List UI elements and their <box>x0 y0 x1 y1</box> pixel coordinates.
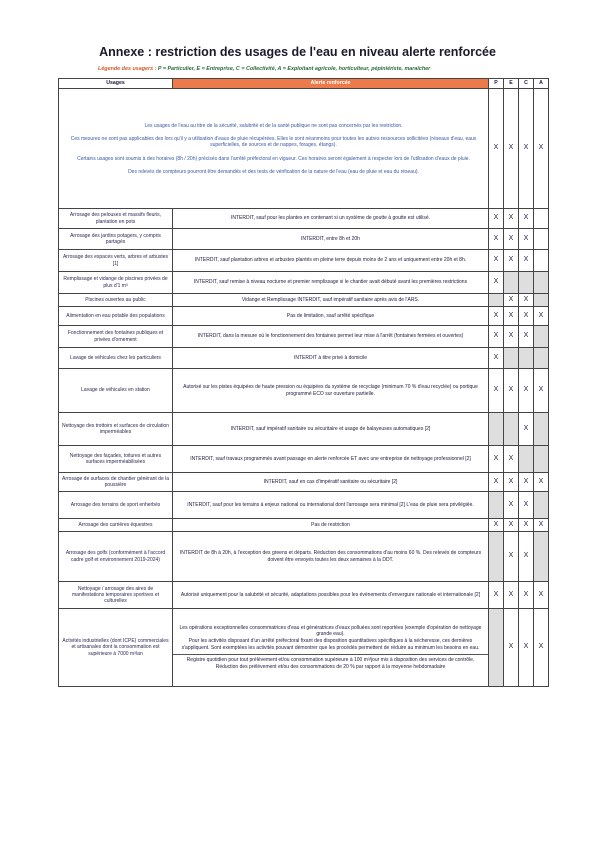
mark-a <box>534 272 549 294</box>
header-c: C <box>519 79 534 89</box>
table-row <box>59 519 549 532</box>
table-row <box>59 473 549 492</box>
rule-cell: Autorisé sur les pistes équipées de haute pression ou équipées du système de recyclage (minimum 70 % d'eau recyclée) ou portique programmé ECO sur ouverture partielle. <box>173 369 489 413</box>
rule-cell: INTERDIT, sauf travaux programmés avant passage en alerte renforcée ET avec une entreprise de nettoyage professionnel [2] <box>173 446 489 473</box>
usage-cell: Arrosage des espaces verts, arbres et arbustes [1] <box>59 250 173 272</box>
header-e: E <box>504 79 519 89</box>
mark-e: X <box>504 609 519 687</box>
general-mark: X <box>504 89 519 209</box>
mark-p: X <box>489 473 504 492</box>
general-line: Ces mesures ne sont pas applicables des lors qu'il y a utilisation d'eaux de pluie récupérées. Elles le sont néanmoins pour toutes les autres ressources sollicitées (réseaux d'eau, eaux superficielles, de sources et de nappes, forages, étangs). <box>70 136 477 149</box>
mark-a <box>534 446 549 473</box>
rule-cell: INTERDIT, entre 8h et 20h <box>173 229 489 250</box>
mark-a <box>534 229 549 250</box>
table-row <box>59 369 549 413</box>
mark-p: X <box>489 326 504 348</box>
mark-p: X <box>489 307 504 326</box>
table-row <box>59 492 549 519</box>
mark-a <box>534 413 549 446</box>
mark-c: X <box>519 532 534 582</box>
rule-cell: INTERDIT, sauf remise à niveau nocturne et premier remplissage si le chantier avait débuté avant les premières restrictions <box>173 272 489 294</box>
usage-cell: Arrosage des jardins potagers, y compris partagés <box>59 229 173 250</box>
mark-e <box>504 272 519 294</box>
usage-cell: Arrosage des terrains de sport enherbés <box>59 492 173 519</box>
rule-cell: Pas de limitation, sauf arrêté spécifique <box>173 307 489 326</box>
general-line: Certains usages sont soumis à des horaires (8h / 20h) précisés dans l'arrêté préfectoral en vigueur. Ces horaires seront également à respecter lors de l'utilisation d'eaux de pluie. <box>77 155 470 162</box>
rule-cell: INTERDIT, sauf plantation arbres et arbustes plantés en pleine terre depuis moins de 2 ans et uniquement entre 20h et 8h. <box>173 250 489 272</box>
mark-c: X <box>519 582 534 609</box>
mark-c: X <box>519 209 534 229</box>
rule-cell: Autorisé uniquement pour la salubrité et sécurité, adaptations possibles pour les évènements d'envergure nationale et internationale [2] <box>173 582 489 609</box>
general-mark: X <box>489 89 504 209</box>
mark-p: X <box>489 519 504 532</box>
usage-cell: Lavage de véhicules chez les particuliers <box>59 348 173 369</box>
mark-p <box>489 413 504 446</box>
table-row <box>59 209 549 229</box>
usage-cell: Activités industrielles (dont ICPE) commerciales et artisanales dont la consommation est supérieure à 7000 m³/an <box>59 609 173 687</box>
rule-cell: Vidange et Remplissage INTERDIT, sauf impératif sanitaire après avis de l'ARS. <box>173 294 489 307</box>
mark-c <box>519 348 534 369</box>
rule-cell: INTERDIT à titre privé à domicile <box>173 348 489 369</box>
mark-a <box>534 294 549 307</box>
mark-p: X <box>489 369 504 413</box>
legend <box>98 66 578 72</box>
rule-cell: INTERDIT, sauf en cas d'impératif sanitaire ou sécuritaire [2] <box>173 473 489 492</box>
usage-cell: Arrosage de surfaces de chantier générant de la poussière <box>59 473 173 492</box>
mark-p: X <box>489 250 504 272</box>
usage-cell: Arrosage des carrières équestres <box>59 519 173 532</box>
mark-c: X <box>519 326 534 348</box>
table-row <box>59 532 549 582</box>
mark-c: X <box>519 307 534 326</box>
table-row <box>59 413 549 446</box>
mark-a <box>534 250 549 272</box>
general-line: Des relevés de compteurs pourront être demandés et des tests de vérification de la nature de l'eau (eau de pluie et eau du réseau). <box>128 168 419 175</box>
mark-p: X <box>489 582 504 609</box>
mark-e: X <box>504 209 519 229</box>
rule-line: Pour les activités disposant d'un arrêté préfectoral fixant des disposition quantitatives spécifiques à la sécheresse, ces dernières s'appliquent. Sont exemptées les activités pouvant démontrer que les procédés permettent de réduire au minimum les besoins en eau. <box>181 638 480 651</box>
usage-cell: Alimentation en eau potable des populations <box>59 307 173 326</box>
header-usages: Usages <box>59 79 173 89</box>
header-a: A <box>534 79 549 89</box>
mark-e: X <box>504 582 519 609</box>
mark-a: X <box>534 307 549 326</box>
mark-e: X <box>504 229 519 250</box>
usage-cell: Nettoyage / arrosage des aires de manifestations temporaires sportives et culturelles <box>59 582 173 609</box>
mark-p <box>489 294 504 307</box>
mark-a <box>534 532 549 582</box>
mark-c: X <box>519 609 534 687</box>
rule-divider <box>173 654 488 655</box>
mark-e: X <box>504 492 519 519</box>
mark-c: X <box>519 369 534 413</box>
usage-cell: Remplissage et vidange de piscines privées de plus d'1 m³ <box>59 272 173 294</box>
mark-a: X <box>534 609 549 687</box>
mark-p: X <box>489 229 504 250</box>
mark-c: X <box>519 413 534 446</box>
general-notes <box>59 89 489 209</box>
rule-cell: INTERDIT, sauf pour les terrains à enjeux national ou international dont l'arrosage sera minimal [2] L'eau de pluie sera privilégiée. <box>173 492 489 519</box>
table-row <box>59 348 549 369</box>
usage-cell: Arrosage des pelouses et massifs fleuris, plantation en pots <box>59 209 173 229</box>
restrictions-table <box>58 78 549 687</box>
mark-c: X <box>519 250 534 272</box>
mark-e: X <box>504 532 519 582</box>
general-line: Les usages de l'eau au titre de la sécurité, salubrité et de la santé publique ne sont pas concernés par les restriction. <box>144 122 403 129</box>
usage-cell: Nettoyage des façades, toitures et autres surfaces imperméabilisées <box>59 446 173 473</box>
mark-a: X <box>534 519 549 532</box>
usage-cell: Lavage de véhicules en station <box>59 369 173 413</box>
mark-a <box>534 209 549 229</box>
table-row <box>59 326 549 348</box>
rule-line: Registre quotidien pour tout prélèvement et/ou consommation supérieure à 100 m³/jour mis à disposition des services de contrôle. <box>186 656 475 663</box>
table-header-row <box>59 79 549 89</box>
rule-line: Les opérations exceptionnelles consommatrices d'eau et génératrices d'eaux polluées sont reportées (exemple d'opération de nettoyage grande eau). <box>179 624 482 637</box>
mark-c: X <box>519 492 534 519</box>
mark-a: X <box>534 582 549 609</box>
mark-e: X <box>504 369 519 413</box>
mark-p <box>489 532 504 582</box>
mark-e: X <box>504 294 519 307</box>
usage-cell: Nettoyage des trottoirs et surfaces de circulation imperméables <box>59 413 173 446</box>
usage-cell: Piscines ouvertes au public <box>59 294 173 307</box>
mark-p: X <box>489 209 504 229</box>
mark-c: X <box>519 294 534 307</box>
general-row <box>59 89 549 209</box>
mark-e: X <box>504 446 519 473</box>
usage-cell: Fonctionnement des fontaines publiques et privées d'ornement <box>59 326 173 348</box>
mark-e: X <box>504 473 519 492</box>
table-row <box>59 229 549 250</box>
mark-c <box>519 272 534 294</box>
mark-a: X <box>534 473 549 492</box>
table-row <box>59 250 549 272</box>
table-row <box>59 446 549 473</box>
header-p: P <box>489 79 504 89</box>
general-mark: X <box>534 89 549 209</box>
mark-e: X <box>504 307 519 326</box>
table-row <box>59 307 549 326</box>
rule-cell <box>173 609 489 687</box>
rule-cell: INTERDIT, dans la mesure où le fonctionnement des fontaines permet leur mise à l'arrêt (fontaines fermées et ouvertes) <box>173 326 489 348</box>
mark-e: X <box>504 326 519 348</box>
mark-e <box>504 348 519 369</box>
legend-items: P = Particulier, E = Entreprise, C = Collectivité, A = Exploitant agricole, horticulteur, pépiniériste, maraîcher <box>157 66 431 72</box>
mark-c <box>519 446 534 473</box>
mark-e: X <box>504 250 519 272</box>
mark-e <box>504 413 519 446</box>
rule-cell: Pas de restriction <box>173 519 489 532</box>
mark-a <box>534 492 549 519</box>
mark-p: X <box>489 446 504 473</box>
rule-cell: INTERDIT, sauf pour les plantes en contenant si un système de goutte à goutte est utilisé. <box>173 209 489 229</box>
table-row-industrial <box>59 609 549 687</box>
mark-c: X <box>519 473 534 492</box>
header-alerte: Alerte renforcée <box>173 79 489 89</box>
table-row <box>59 582 549 609</box>
mark-p: X <box>489 272 504 294</box>
legend-prefix: Légende des usagers : <box>98 66 157 72</box>
page-title: Annexe : restriction des usages de l'eau en niveau alerte renforcée <box>99 45 496 59</box>
rule-cell: INTERDIT de 8h à 20h, à l'exception des greens et départs. Réduction des consommations d'au moins 60 %. Des relevés de compteurs doivent être envoyés toutes les deux semaines à la DDT. <box>173 532 489 582</box>
mark-p <box>489 609 504 687</box>
rule-cell: INTERDIT, sauf impératif sanitaire ou sécuritaire et usage de balayeuses automatiques [2] <box>173 413 489 446</box>
mark-a: X <box>534 369 549 413</box>
usage-cell: Arrosage des golfs (conformément à l'accord cadre golf et environnement 2019-2024) <box>59 532 173 582</box>
mark-a <box>534 326 549 348</box>
general-mark: X <box>519 89 534 209</box>
table-row <box>59 294 549 307</box>
table-row <box>59 272 549 294</box>
mark-p: X <box>489 348 504 369</box>
mark-e: X <box>504 519 519 532</box>
mark-p <box>489 492 504 519</box>
mark-c: X <box>519 229 534 250</box>
rule-line: Réduction des prélèvement et/ou des consommations de 20 % par rapport à la moyenne hebdomadaire <box>215 664 446 670</box>
mark-a <box>534 348 549 369</box>
mark-c: X <box>519 519 534 532</box>
